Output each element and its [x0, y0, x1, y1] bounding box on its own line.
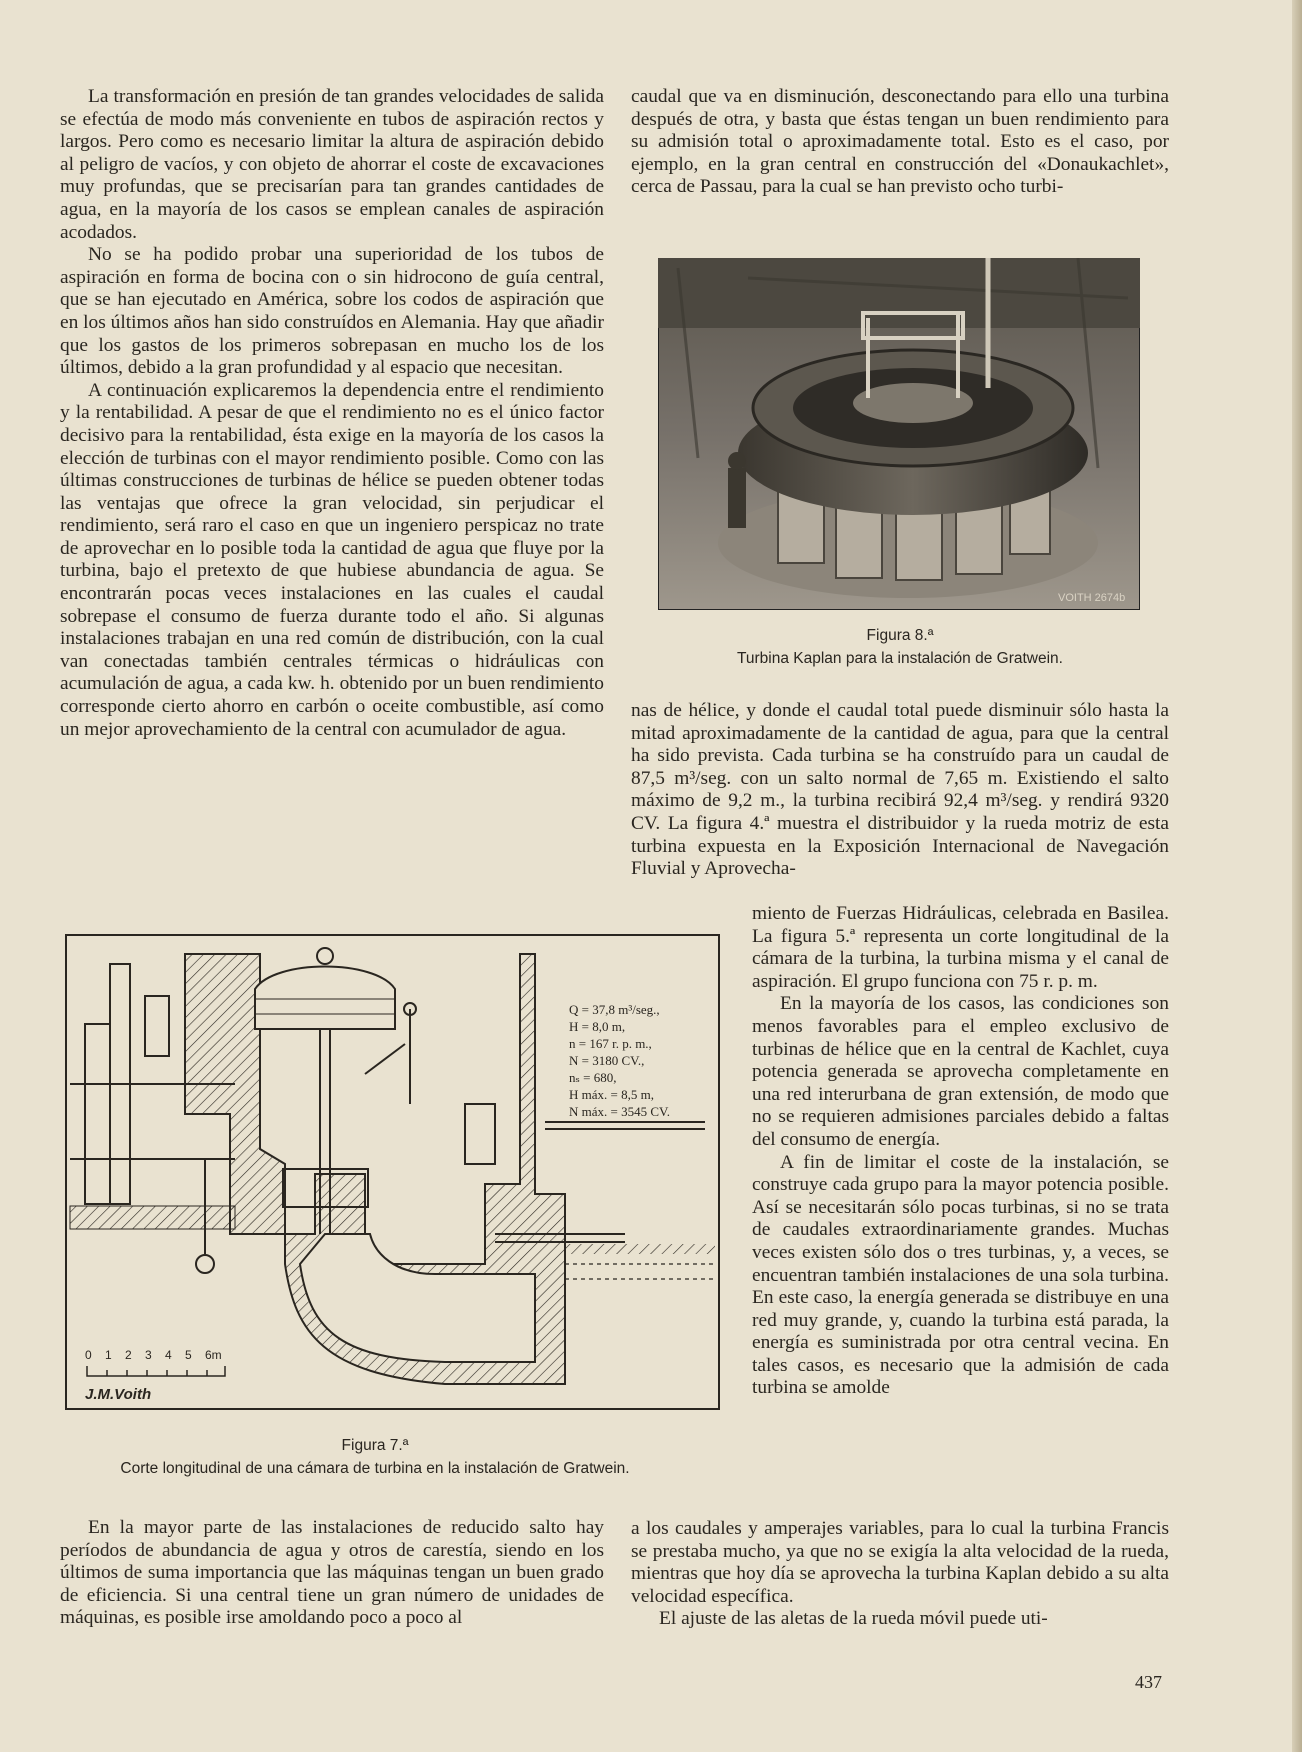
legend-line: H = 8,0 m, [569, 1019, 626, 1034]
scale-label: 5 [185, 1348, 192, 1362]
left-column-top [60, 86, 604, 741]
legend-line: n = 167 r. p. m., [569, 1036, 652, 1051]
paragraph: miento de Fuerzas Hidráulicas, celebrada en Basilea. La figura 5.ª representa un corte longitudinal de la cámara de la turbina, la turbina misma y el canal de aspiración. El grupo funciona con 75 r. p. m. [752, 903, 1169, 992]
scale-label: 1 [105, 1348, 112, 1362]
paragraph: El ajuste de las aletas de la rueda móvil puede uti- [659, 1608, 1048, 1630]
figure-8-photo [658, 258, 1140, 610]
scale-label: 4 [165, 1348, 172, 1362]
figure-8-text: Turbina Kaplan para la instalación de Gratwein. [737, 650, 1063, 667]
photo-mark: VOITH 2674b [1058, 592, 1126, 604]
legend-line: N máx. = 3545 CV. [569, 1104, 670, 1119]
paragraph: En la mayoría de los casos, las condiciones son menos favorables para el empleo exclusivo de turbinas de hélice que en la central de Kachlet, cuya potencia generada se aprovecha completamente en una red interurbana de gran extensión, de modo que no se requieren admisiones parciales debido a faltas del consumo de energía. [752, 993, 1169, 1150]
scale-label: 0 [85, 1348, 92, 1362]
paragraph: La transformación en presión de tan grandes velocidades de salida se efectúa de modo más conveniente en tubos de aspiración rectos y largos. Pero como es necesario limitar la altura de aspiración debido al peligro de vacíos, y con objeto de ahorrar el coste de excavaciones muy profundas, que se precisarían para tan grandes cantidades de agua, en la mayoría de los casos se emplean canales de aspiración acodados. [60, 86, 604, 243]
figure-7-caption [60, 1434, 690, 1480]
paragraph: En la mayor parte de las instalaciones de reducido salto hay períodos de abundancia de agua y otros de carestía, siendo en los últimos de suma importancia que las máquinas tengan un buen grado de eficiencia. Si una central tiene un gran número de unidades de máquinas, es posible irse amoldando poco a poco al [60, 1517, 604, 1629]
figure-7-title: Figura 7.ª [341, 1437, 409, 1454]
paragraph: A fin de limitar el coste de la instalación, se construye cada grupo para la mayor potencia posible. Así se necesitarán sólo pocas turbinas, si no se trata de caudales extraordinariamente grandes. Muchas veces existen sólo dos o tres turbinas, y, a veces, se encuentran también instalaciones de una sola turbina. En este caso, la energía generada se distribuye en una red muy grande, y, cuando la turbina está parada, la energía es suministrada por otra central vecina. En tales casos, es necesario que la admisión de cada turbina se amolde [752, 1151, 1169, 1399]
left-column-bottom [60, 1517, 604, 1630]
legend-line: Q = 37,8 m³/seg., [569, 1002, 660, 1017]
page-number: 437 [1135, 1672, 1162, 1692]
right-column-top [631, 86, 1169, 199]
scale-label: 2 [125, 1348, 132, 1362]
figure-7-drawing [65, 934, 720, 1410]
legend-line: nₛ = 680, [569, 1070, 617, 1085]
right-column-bottom [631, 1518, 1169, 1631]
scale-label: 6m [205, 1348, 222, 1362]
figure-8-title: Figura 8.ª [866, 627, 934, 644]
legend-line: H máx. = 8,5 m, [569, 1087, 654, 1102]
paragraph: a los caudales y amperajes variables, para lo cual la turbina Francis se prestaba mucho, ya que no se exigía la alta velocidad de la rueda, mientras que hoy día se aprovecha la turbina Kaplan debido a su alta velocidad específica. [631, 1518, 1169, 1607]
figure-8-caption [660, 624, 1140, 670]
page-edge [1292, 0, 1302, 1752]
paragraph: caudal que va en disminución, desconectando para ello una turbina después de otra, y basta que éstas tengan un buen rendimiento para su admisión total o aproximadamente total. Esto es el caso, por ejemplo, en la gran central en construcción del «Donaukachlet», cerca de Passau, para la cual se han previsto ocho turbi- [631, 86, 1169, 198]
paragraph: No se ha podido probar una superioridad de los tubos de aspiración en forma de bocina con o sin hidrocono de guía central, que se han ejecutado en América, sobre los codos de aspiración que en los últimos años han sido construídos en Alemania. Hay que añadir que los gastos de los primeros sobrepasan en mucho los de los últimos, debido a la gran profundidad y al espacio que necesitan. [60, 244, 604, 379]
right-column-middle [631, 700, 1169, 881]
figure-7-text: Corte longitudinal de una cámara de turbina en la instalación de Gratwein. [120, 1460, 630, 1477]
paragraph: A continuación explicaremos la dependencia entre el rendimiento y la rentabilidad. A pesar de que el rendimiento no es el único factor decisivo para la rentabilidad, ésta exige en la mayoría de los casos la elección de turbinas con el mayor rendimiento posible. Como con las últimas construcciones de turbinas de hélice se pueden obtener todas las ventajas que ofrece la gran velocidad, sin perjudicar el rendimiento, será raro el caso en que un ingeniero perspicaz no trate de aprovechar en lo posible toda la cantidad de agua que fluye por la turbina, bajo el pretexto de que hubiese abundancia de agua. Se encontrarán pocas veces instalaciones en las cuales el caudal sobrepase el consumo de fuerza durante todo el año. Si algunas instalaciones trabajan en una red común de distribución, con la cual van conectadas también centrales térmicas o hidráulicas con acumulación de agua, a cada kw. h. obtenido por un buen rendimiento corresponde cierto ahorro en carbón o oceite combustible, así como un mejor aprovechamiento de la central con acumulador de agua. [60, 379, 604, 740]
scale-bar [85, 1348, 225, 1403]
right-column-narrow [752, 903, 1169, 1400]
signature: J.M.Voith [85, 1386, 152, 1403]
paragraph: nas de hélice, y donde el caudal total puede disminuir sólo hasta la mitad aproximadamente de la cantidad de agua, para que la central ha sido prevista. Cada turbina se ha construído para un caudal de 87,5 m³/seg. con un salto normal de 7,65 m. Existiendo el salto máximo de 9,2 m., la turbina recibirá 92,4 m³/seg. y rendirá 9320 CV. La figura 4.ª muestra el distribuidor y la rueda motriz de esta turbina expuesta en la Exposición Internacional de Navegación Fluvial y Aprovecha- [631, 700, 1169, 880]
legend-line: N = 3180 CV., [569, 1053, 645, 1068]
figure-7-legend [569, 1002, 670, 1119]
scale-label: 3 [145, 1348, 152, 1362]
